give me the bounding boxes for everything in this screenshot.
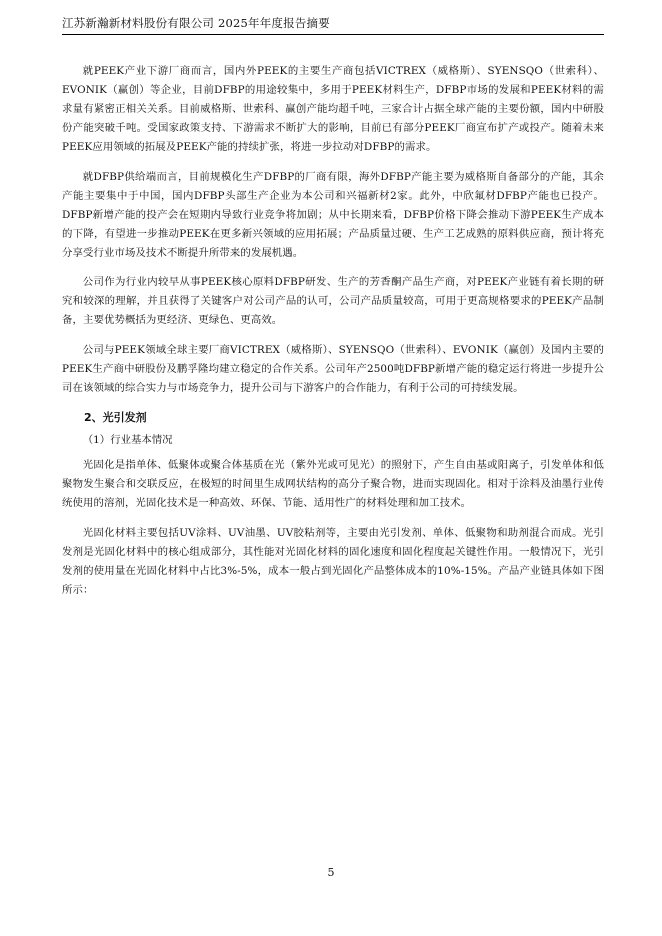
document-body [62,62,604,610]
section-title-photoinitiator: 2、光引发剂 [84,411,147,424]
subsection-industry-overview: （1）行业基本情况 [82,434,173,446]
header-divider [62,34,604,35]
paragraph-peek-downstream: 就PEEK产业下游厂商而言，国内外PEEK的主要生产商包括VICTREX（威格斯）、SYENSQO（世索科）、EVONIK（赢创）等企业，目前DFBP的用途较集中，多用于PEEK材料生产，DFBP市场的发展和PEEK材料的需求量有紧密正相关关系。目前威格斯、世索科、赢创产能均超千吨，三家合计占据全球产能的主要份额，国内中研股份产能突破千吨。受国家政策支持、下游需求不断扩大的影响，目前已有部分PEEK厂商宣布扩产或投产。随着未来PEEK应用领域的拓展及PEEK产能的持续扩张，将进一步拉动对DFBP的需求。 [62,65,604,153]
report-header: 江苏新瀚新材料股份有限公司 2025年年度报告摘要 [62,16,330,30]
paragraph-company-position: 公司作为行业内较早从事PEEK核心原料DFBP研发、生产的芳香酮产品生产商，对PEEK产业链有着长期的研究和较深的理解，并且获得了关键客户对公司产品的认可，公司产品质量较高，可用于更高规格要求的PEEK产品制备，主要优势概括为更经济、更绿色、更高效。 [62,276,604,326]
paragraph-dfbp-supply: 就DFBP供给端而言，目前规模化生产DFBP的厂商有限，海外DFBP产能主要为威格斯自备部分的产能，其余产能主要集中于中国，国内DFBP头部生产企业为本公司和兴福新材2家。此外，中欣氟材DFBP产能也已投产。DFBP新增产能的投产会在短期内导致行业竞争将加剧；从中长期来看，DFBP价格下降会推动下游PEEK生产成本的下降，有望进一步推动PEEK在更多新兴领域的应用拓展；产品质量过硬、生产工艺成熟的原料供应商，预计将充分享受行业市场及技术不断提升所带来的发展机遇。 [62,170,604,259]
page-number: 5 [327,866,335,879]
paragraph-photocuring-materials: 光固化材料主要包括UV涂料、UV油墨、UV胶粘剂等，主要由光引发剂、单体、低聚物和助剂混合而成。光引发剂是光固化材料中的核心组成部分，其性能对光固化材料的固化速度和固化程度起关键性作用。一般情况下，光引发剂的使用量在光固化材料中占比3%-5%，成本一般占到光固化产品整体成本的10%-15%。产品产业链具体如下图所示： [62,526,604,596]
paragraph-photocuring-definition: 光固化是指单体、低聚体或聚合体基质在光（紫外光或可见光）的照射下，产生自由基或阳离子，引发单体和低聚物发生聚合和交联反应，在极短的时间里生成网状结构的高分子聚合物，进而实现固化。相对于涂料及油墨行业传统使用的溶剂，光固化技术是一种高效、环保、节能、适用性广的材料处理和加工技术。 [62,459,604,509]
paragraph-customer-cooperation: 公司与PEEK领域全球主要厂商VICTREX（威格斯）、SYENSQO（世索科）、EVONIK（赢创）及国内主要的PEEK生产商中研股份及鹏孚隆均建立稳定的合作关系。公司年产2500吨DFBP新增产能的稳定运行将进一步提升公司在该领域的综合实力与市场竞争力，提升公司与下游客户的合作能力，有利于公司的可持续发展。 [62,343,604,394]
